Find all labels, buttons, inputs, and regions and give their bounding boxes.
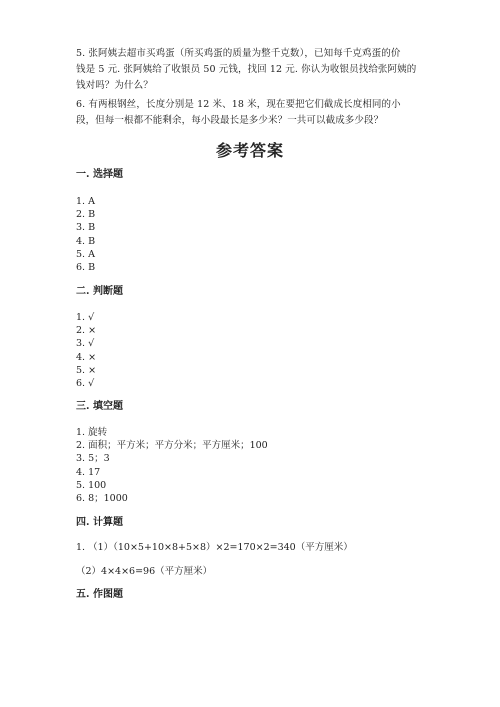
section-heading-drawing: 五. 作图题 — [76, 589, 123, 600]
answer-item: 6. B — [76, 262, 96, 274]
answer-item: 2. B — [76, 209, 96, 221]
section-heading-multiple-choice: 一. 选择题 — [76, 169, 123, 180]
section-heading-fill-in: 三. 填空题 — [76, 401, 123, 412]
fill-in-answers — [76, 426, 268, 505]
answer-item: 4. B — [76, 235, 96, 247]
calculation-answer-2: （2）4×4×6=96（平方厘米） — [76, 566, 213, 577]
answer-item: 1. √ — [76, 312, 95, 323]
true-false-answers — [76, 311, 96, 390]
answer-item: 2. × — [76, 325, 97, 337]
problem-6-line-2: 段，但每一根都不能剩余，每小段最长是多少米？一共可以截成多少段？ — [76, 115, 384, 126]
section-heading-true-false: 二. 判断题 — [76, 286, 123, 297]
answer-item: 6. 8；1000 — [76, 493, 128, 505]
answer-item: 5. × — [76, 364, 97, 376]
answer-item: 1. 旋转 — [76, 427, 108, 438]
answer-item: 1. A — [76, 196, 95, 207]
answer-item: 3. √ — [76, 338, 95, 350]
problem-5 — [76, 46, 436, 94]
answer-item: 6. √ — [76, 378, 95, 390]
problem-5-line-1: 5. 张阿姨去超市买鸡蛋（所买鸡蛋的质量为整千克数），已知每千克鸡蛋的价 — [76, 48, 401, 59]
answer-key-title: 参考答案 — [215, 141, 284, 160]
answer-item: 4. × — [76, 351, 97, 363]
problem-5-line-3: 钱对吗？为什么？ — [76, 80, 153, 91]
answer-item: 3. B — [76, 222, 96, 234]
calculation-answer-1: 1. （1）（10×5+10×8+5×8）×2=170×2=340（平方厘米） — [76, 542, 353, 553]
answer-item: 5. 100 — [76, 479, 107, 491]
answer-item: 2. 面积；平方米；平方分米；平方厘米；100 — [76, 440, 268, 452]
problem-5-line-2: 钱是 5 元. 张阿姨给了收银员 50 元钱，找回 12 元. 你认为收银员找给张阿姨的 — [76, 64, 417, 75]
answer-item: 3. 5；3 — [76, 453, 110, 465]
multiple-choice-answers — [76, 195, 95, 274]
answer-item: 4. 17 — [76, 466, 101, 478]
answer-item: 5. A — [76, 248, 95, 260]
section-heading-calculation: 四. 计算题 — [76, 517, 123, 528]
problem-6 — [76, 97, 436, 129]
problem-6-line-1: 6. 有两根钢丝，长度分别是 12 米、18 米，现在要把它们截成长度相同的小 — [76, 99, 401, 110]
